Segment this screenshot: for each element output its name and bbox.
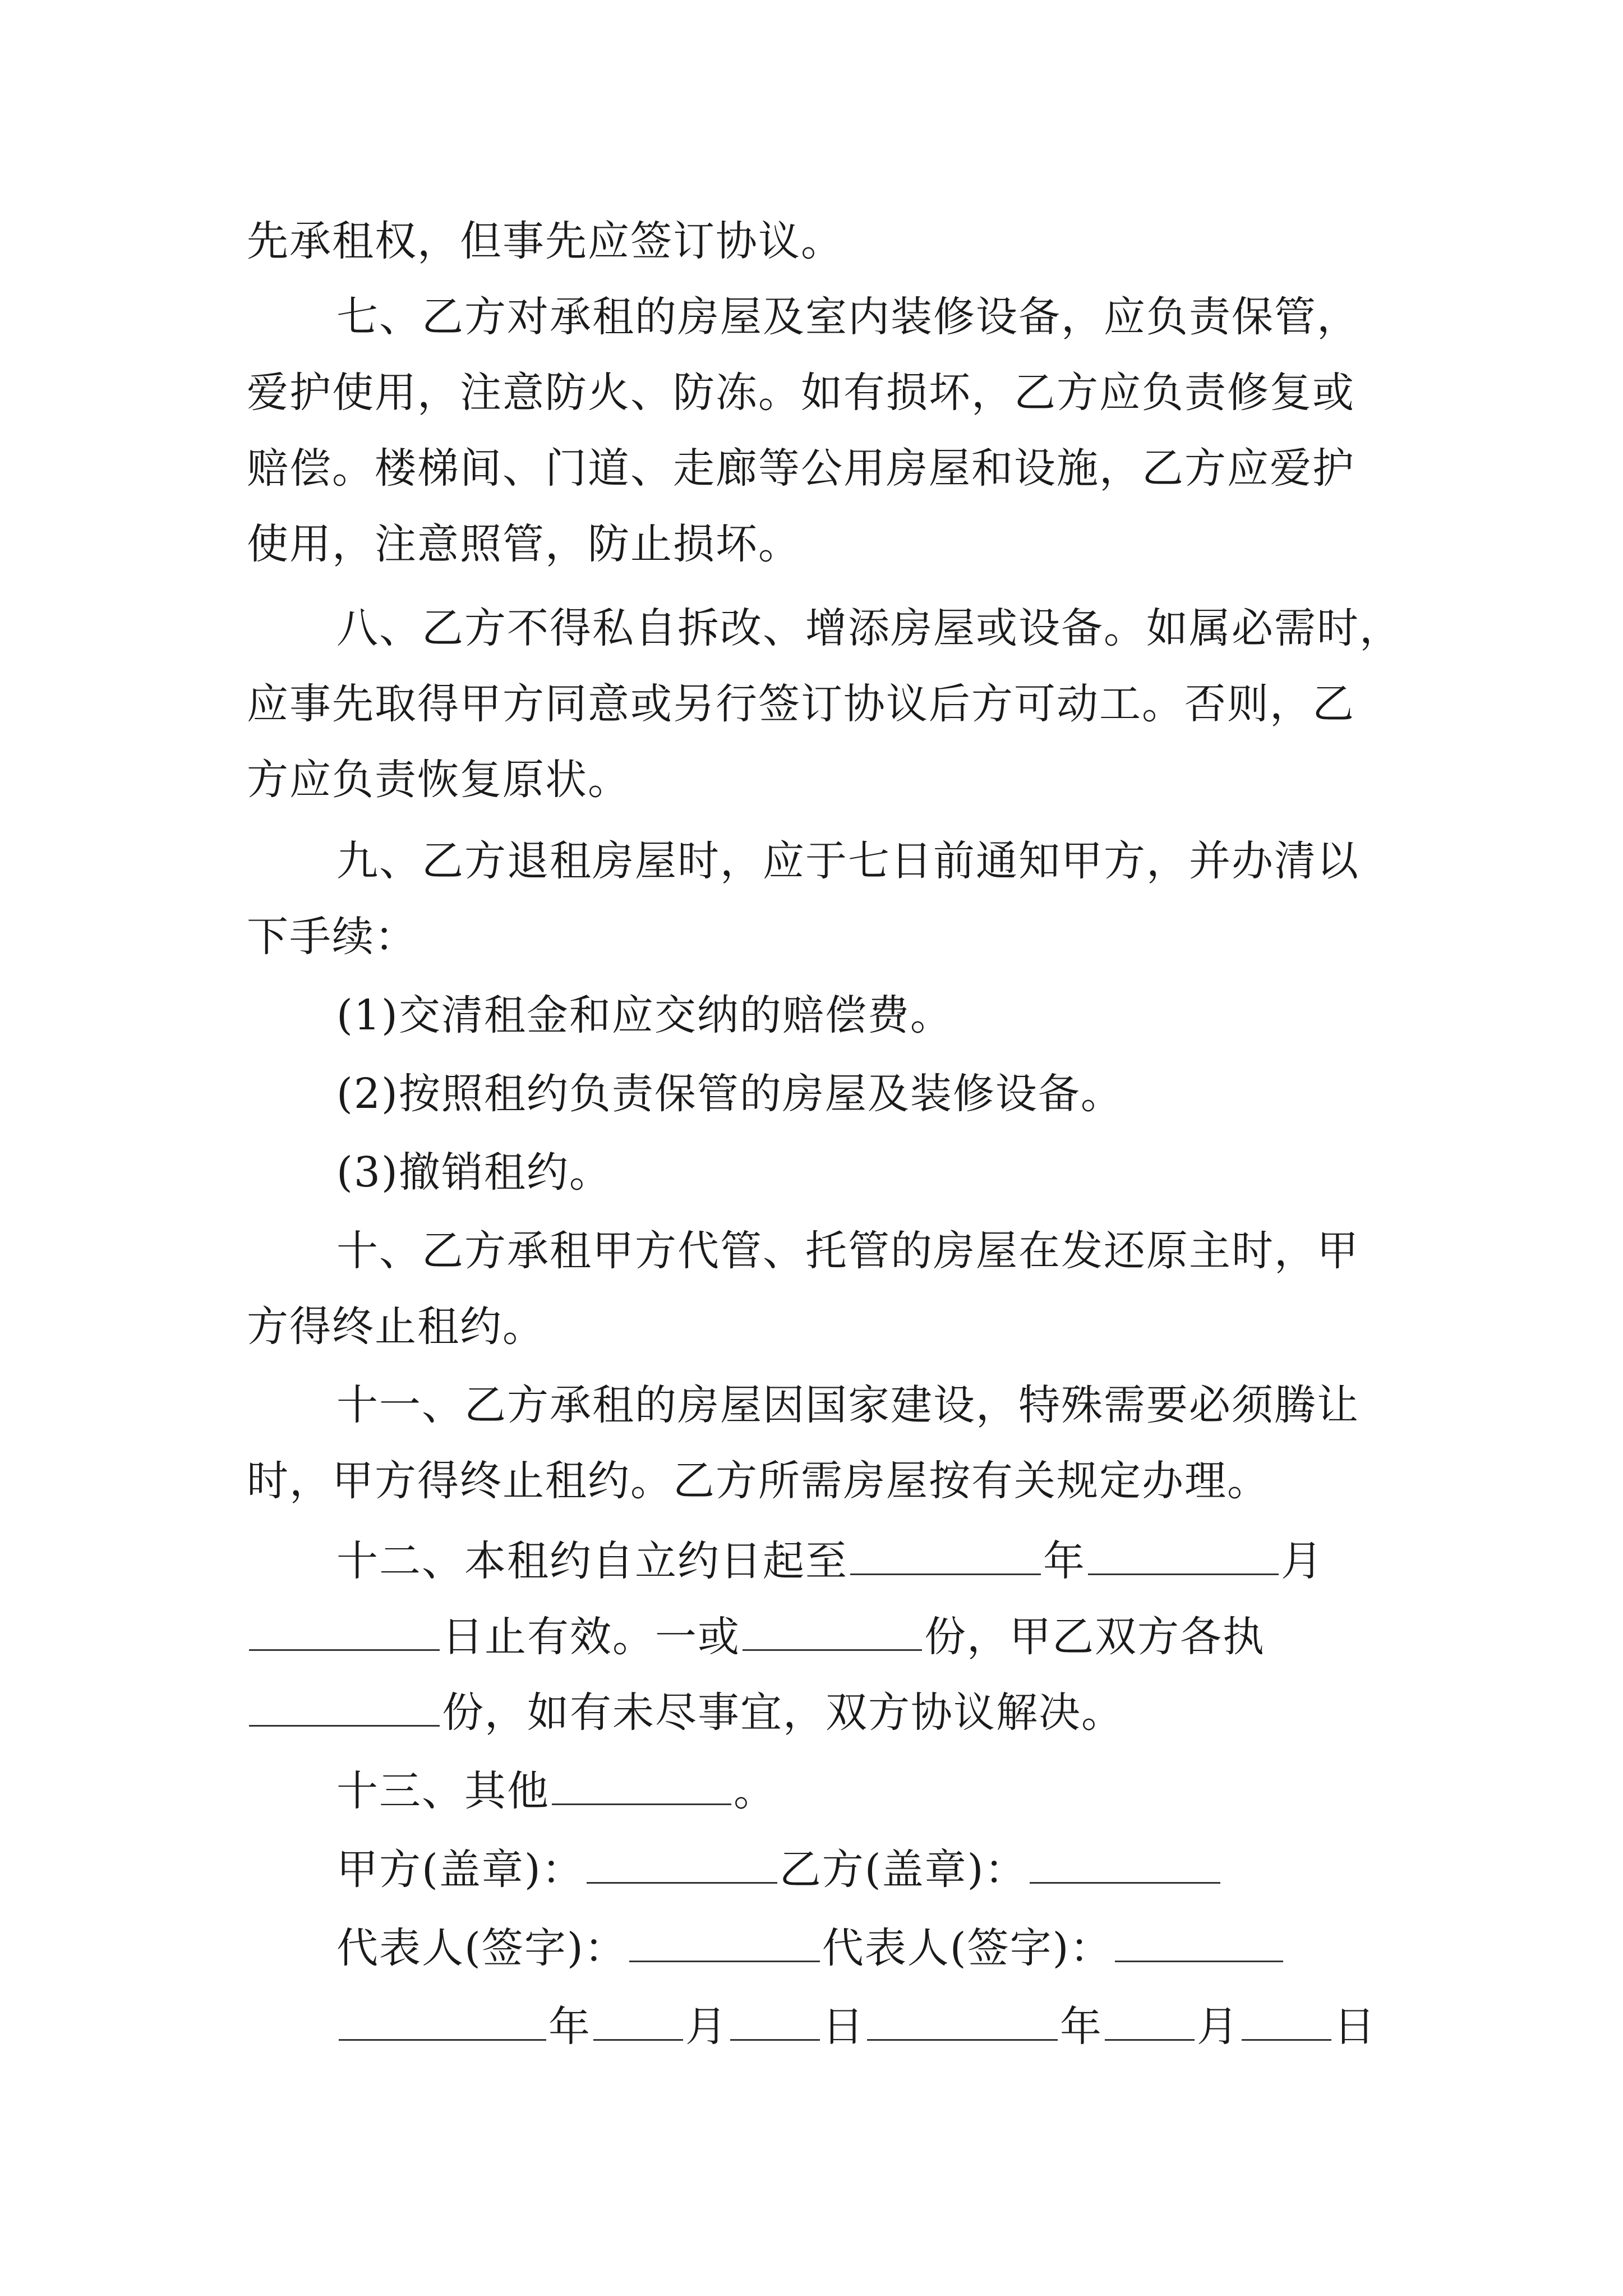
rep-a-blank[interactable] — [629, 1921, 820, 1962]
clause-12-line-3 — [247, 1686, 1124, 1736]
end-day-blank[interactable] — [249, 1610, 440, 1651]
other-label: 十三、其他 — [336, 1767, 550, 1815]
clause-8: 八、乙方不得私自拆改、增添房屋或设备。如属必需时， — [336, 604, 1402, 652]
text-line: 爱护使用，注意防火、防冻。如有损坏，乙方应负责修复或 — [247, 369, 1355, 417]
clause-12 — [336, 1534, 1324, 1585]
party-a-year-blank[interactable] — [339, 2000, 546, 2041]
year-label: 年 — [1043, 1537, 1086, 1585]
clause-10: 十、乙方承租甲方代管、托管的房屋在发还原主时，甲 — [336, 1227, 1359, 1275]
list-item-3: (3)撤销租约。 — [336, 1148, 612, 1197]
text-line: 应事先取得甲方同意或另行签订协议后方可动工。否则，乙 — [247, 680, 1355, 728]
signature-line — [336, 1921, 1285, 1972]
clause-12-text: 日止有效。一或 — [442, 1613, 740, 1661]
clause-12-text: 份，甲乙双方各执 — [924, 1613, 1265, 1661]
party-b-year-blank[interactable] — [867, 2000, 1058, 2041]
list-item-1: (1)交清租金和应交纳的赔偿费。 — [336, 991, 953, 1039]
text-line: 下手续： — [247, 913, 417, 961]
text-line: 方应负责恢复原状。 — [247, 756, 630, 804]
other-blank[interactable] — [552, 1764, 731, 1805]
party-a-month-blank[interactable] — [593, 2000, 683, 2041]
clause-11: 十一、乙方承租的房屋因国家建设，特殊需要必须腾让 — [336, 1381, 1359, 1429]
text-line: 使用，注意照管，防止损坏。 — [247, 520, 801, 568]
year-label: 年 — [1060, 2003, 1103, 2051]
text-line: 赔偿。楼梯间、门道、走廊等公用房屋和设施，乙方应爱护 — [247, 444, 1355, 493]
month-label: 月 — [685, 2003, 728, 2051]
text-line: 方得终止租约。 — [247, 1303, 545, 1351]
day-label: 日 — [1334, 2003, 1376, 2051]
clause-7: 七、乙方对承租的房屋及室内装修设备，应负责保管， — [336, 293, 1359, 341]
party-b-seal-blank[interactable] — [1030, 1843, 1220, 1884]
other-end: 。 — [734, 1767, 776, 1815]
rep-b-blank[interactable] — [1115, 1921, 1283, 1962]
clause-12-line-2 — [247, 1610, 1265, 1660]
list-item-2: (2)按照租约负责保管的房屋及装修设备。 — [336, 1070, 1123, 1118]
party-a-seal-blank[interactable] — [587, 1843, 777, 1884]
month-label: 月 — [1281, 1537, 1324, 1585]
seal-line — [336, 1843, 1223, 1893]
party-b-seal-label: 乙方(盖章)： — [779, 1846, 1027, 1894]
clause-9: 九、乙方退租房屋时，应于七日前通知甲方，并办清以 — [336, 837, 1359, 885]
party-a-seal-label: 甲方(盖章)： — [336, 1846, 584, 1894]
month-label: 月 — [1197, 2003, 1239, 2051]
rep-b-label: 代表人(签字)： — [822, 1924, 1113, 1972]
clause-12-text: 十二、本租约自立约日起至 — [336, 1537, 848, 1585]
end-year-blank[interactable] — [850, 1534, 1041, 1575]
day-label: 日 — [822, 2003, 865, 2051]
party-a-day-blank[interactable] — [730, 2000, 820, 2041]
party-b-month-blank[interactable] — [1105, 2000, 1195, 2041]
text-line: 时，甲方得终止租约。乙方所需房屋按有关规定办理。 — [247, 1457, 1270, 1505]
year-label: 年 — [548, 2003, 591, 2051]
clause-12-text: 份，如有未尽事宜，双方协议解决。 — [442, 1688, 1124, 1737]
copies-each-blank[interactable] — [249, 1686, 440, 1727]
end-month-blank[interactable] — [1088, 1534, 1279, 1575]
clause-13 — [336, 1764, 776, 1815]
date-line — [336, 2000, 1376, 2050]
text-line: 先承租权，但事先应签订协议。 — [247, 217, 843, 265]
copies-blank[interactable] — [743, 1610, 922, 1651]
rep-a-label: 代表人(签字)： — [336, 1924, 627, 1972]
party-b-day-blank[interactable] — [1242, 2000, 1331, 2041]
